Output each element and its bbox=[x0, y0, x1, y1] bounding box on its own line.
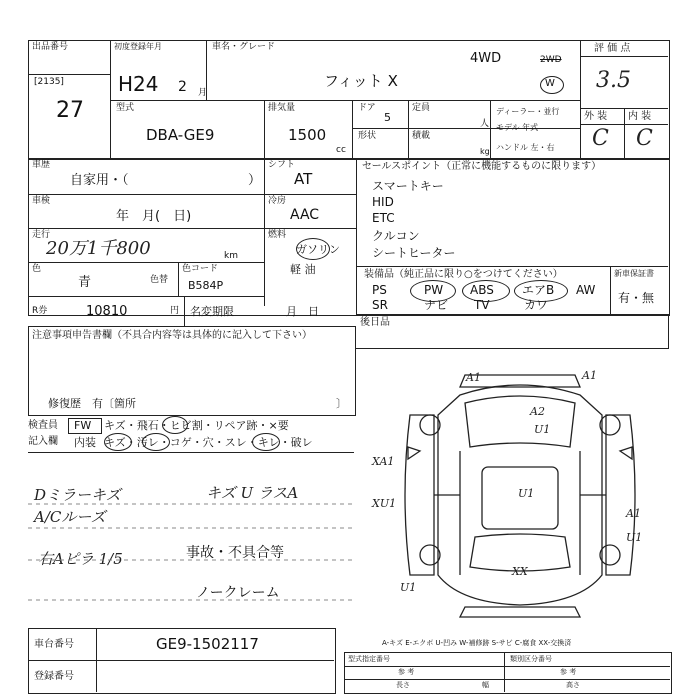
damage-legend: A-キズ E-エクボ U-凹み W-補修跡 S-サビ C-腐食 XX-交換済 bbox=[382, 639, 572, 647]
hand-note: A/Cルーズ bbox=[34, 508, 106, 526]
recycle-value: 10810 bbox=[86, 304, 128, 319]
cooler-value: AAC bbox=[290, 207, 320, 223]
lot-number: 27 bbox=[56, 98, 84, 123]
equipment-item: エアB bbox=[522, 283, 555, 297]
lot-label: 出品番号 bbox=[32, 42, 69, 52]
damage-mark: U1 bbox=[626, 531, 643, 544]
mileage-value: 20万1千800 bbox=[46, 238, 151, 259]
color-value: 青 bbox=[78, 275, 92, 290]
fuel-value2: 軽 油 bbox=[290, 263, 316, 276]
dealer-label: ディーラー・並行 bbox=[496, 107, 560, 116]
shift-value: AT bbox=[294, 170, 313, 188]
divider bbox=[28, 194, 356, 195]
divider bbox=[580, 56, 668, 57]
interior-label: 内 装 bbox=[628, 111, 652, 122]
equipment-circle-airbag bbox=[514, 280, 568, 302]
damage-mark: A1 bbox=[582, 369, 597, 382]
divider bbox=[668, 314, 669, 348]
equipment-title: 装備品（純正品に限り○をつけてください） bbox=[364, 269, 563, 280]
exterior-grade: C bbox=[592, 126, 609, 151]
displacement-label: 排気量 bbox=[268, 103, 296, 113]
sales-points-title: セールスポイント（正常に機能するものに限ります） bbox=[362, 161, 602, 172]
divider bbox=[504, 652, 505, 692]
notes-line1: キズ・飛石・ヒビ割・リペア跡・×要 bbox=[104, 419, 289, 432]
first-reg-month: 2 bbox=[178, 79, 187, 95]
divider bbox=[344, 666, 670, 667]
hand-note: キズ U ラスA bbox=[206, 484, 299, 502]
fuel-selected-circle bbox=[296, 238, 330, 260]
car-name: フィット X bbox=[324, 72, 398, 90]
recycle-unit: 円 bbox=[170, 306, 180, 316]
entry-label: 記入欄 bbox=[28, 436, 58, 447]
divider bbox=[96, 628, 97, 692]
exterior-label: 外 装 bbox=[584, 111, 608, 122]
fuel-value1: ガソリン bbox=[296, 243, 340, 256]
drive-2wd: 2WD bbox=[540, 55, 562, 65]
fuel-label: 燃料 bbox=[268, 230, 287, 240]
chassis-number: GE9-1502117 bbox=[156, 635, 259, 653]
mark-circle bbox=[252, 433, 280, 451]
rear-bumper bbox=[460, 607, 580, 617]
first-reg-year: H24 bbox=[118, 72, 159, 96]
divider bbox=[352, 128, 580, 129]
damage-mark: A2 bbox=[530, 405, 545, 418]
equipment-item: TV bbox=[474, 298, 490, 312]
divider bbox=[624, 108, 625, 158]
wheel-fr bbox=[600, 415, 620, 435]
equipment-item: PS bbox=[372, 283, 387, 297]
color-code: B584P bbox=[188, 279, 224, 292]
height-label: 高さ bbox=[566, 681, 580, 689]
divider bbox=[356, 314, 668, 315]
recycle-label: R券 bbox=[32, 306, 48, 316]
doors-label: ドア bbox=[358, 103, 376, 113]
registration-label: 登録番号 bbox=[34, 671, 74, 682]
damage-mark: A1 bbox=[626, 507, 641, 520]
divider bbox=[490, 100, 491, 158]
divider bbox=[264, 100, 265, 158]
color-code-label: 色コード bbox=[182, 264, 219, 274]
divider bbox=[28, 660, 334, 661]
load-label: 積載 bbox=[412, 131, 431, 141]
damage-mark: XU1 bbox=[372, 497, 397, 510]
divider bbox=[356, 158, 357, 314]
new-car-value: 有・無 bbox=[618, 291, 655, 305]
displacement-unit: cc bbox=[336, 145, 346, 155]
hand-note: Dミラーキズ bbox=[34, 486, 121, 504]
mark-circle bbox=[162, 416, 188, 434]
width-label: 幅 bbox=[482, 681, 489, 689]
ref-label-left: 参 考 bbox=[398, 668, 415, 676]
handle-label: ハンドル 左・右 bbox=[496, 143, 555, 152]
equipment-item: ナビ bbox=[424, 298, 449, 312]
wheel-fl bbox=[420, 415, 440, 435]
sales-point-item: HID bbox=[372, 195, 394, 209]
inspection-value: 年 月( 日) bbox=[116, 209, 192, 224]
inspector-label: 検査員 bbox=[28, 420, 58, 431]
mark-circle bbox=[104, 433, 132, 451]
interior-grade: C bbox=[636, 126, 653, 151]
name-change-value: 月 日 bbox=[286, 305, 319, 318]
equipment-item: ABS bbox=[470, 283, 494, 297]
equipment-item: PW bbox=[424, 283, 444, 297]
capacity-unit: 人 bbox=[480, 119, 490, 129]
notes-dashes bbox=[28, 460, 354, 620]
inspection-label: 車検 bbox=[32, 196, 51, 206]
notes-line2-prefix: 内装 bbox=[74, 436, 96, 449]
divider bbox=[356, 348, 669, 349]
equipment-circle-pw bbox=[410, 280, 456, 302]
divider bbox=[28, 228, 356, 229]
cooler-label: 冷房 bbox=[268, 196, 287, 206]
divider bbox=[184, 296, 185, 326]
mirror-left bbox=[408, 447, 420, 459]
score-label: 評 価 点 bbox=[594, 43, 631, 54]
divider bbox=[28, 262, 264, 263]
divider bbox=[28, 74, 110, 75]
color-label: 色 bbox=[32, 264, 42, 274]
damage-mark: XX bbox=[512, 565, 528, 578]
notes-underline bbox=[28, 452, 354, 453]
score-value: 3.5 bbox=[596, 68, 631, 93]
car-hood bbox=[465, 396, 575, 447]
load-unit: kg bbox=[480, 147, 490, 156]
mirror-right bbox=[620, 447, 632, 459]
ref-label-right: 参 考 bbox=[560, 668, 577, 676]
damage-mark: A1 bbox=[466, 371, 481, 384]
no-claim-text: ノークレーム bbox=[196, 585, 280, 601]
chassis-label: 車台番号 bbox=[34, 639, 74, 650]
drive-selected: W bbox=[545, 78, 555, 89]
shape-label: 形状 bbox=[358, 131, 377, 141]
declaration-label: 注意事項申告書欄（不具合内容等は具体的に記入して下さい） bbox=[32, 330, 312, 341]
first-reg-label: 初度登録年月 bbox=[114, 42, 162, 51]
divider bbox=[344, 679, 670, 680]
car-damage-diagram bbox=[370, 355, 670, 625]
model-value: DBA-GE9 bbox=[146, 126, 215, 144]
equipment-item: SR bbox=[372, 298, 388, 312]
history-close: ） bbox=[248, 173, 262, 188]
mileage-label: 走行 bbox=[32, 230, 51, 240]
new-car-label: 新車保証書 bbox=[614, 269, 654, 278]
repair-label: 修復歴 有〔箇所 bbox=[48, 397, 136, 410]
sales-point-item: クルコン bbox=[372, 229, 420, 243]
repair-close: 〕 bbox=[336, 397, 347, 410]
class-label: 類別区分番号 bbox=[510, 655, 552, 663]
wheel-rl bbox=[420, 545, 440, 565]
divider bbox=[264, 158, 265, 306]
lot-code: [2135] bbox=[34, 77, 64, 87]
divider bbox=[352, 100, 353, 158]
footer-right-frame bbox=[344, 652, 672, 694]
drive-4wd: 4WD bbox=[470, 51, 502, 66]
sales-point-item: スマートキー bbox=[372, 179, 444, 193]
damage-mark: XA1 bbox=[372, 455, 395, 468]
divider bbox=[28, 326, 354, 327]
mark-circle bbox=[142, 433, 170, 451]
damage-mark: U1 bbox=[518, 487, 535, 500]
wheel-rr bbox=[600, 545, 620, 565]
history-label: 車歴 bbox=[32, 160, 51, 170]
hand-note: 右Aピラ 1/5 bbox=[38, 550, 123, 568]
equipment-item: AW bbox=[576, 283, 596, 297]
divider bbox=[610, 266, 611, 314]
displacement-value: 1500 bbox=[288, 126, 327, 144]
shift-label: シフト bbox=[268, 160, 296, 170]
capacity-label: 定員 bbox=[412, 103, 431, 113]
name-change-label: 名変期限 bbox=[190, 305, 234, 318]
equipment-circle-abs bbox=[462, 280, 510, 302]
color-change-label: 色替 bbox=[150, 275, 169, 285]
mileage-unit: km bbox=[224, 251, 238, 261]
notes-line2: キズ・汚レ・コゲ・穴・スレ・キレ・破レ bbox=[104, 436, 313, 449]
equipment-item: カワ bbox=[524, 298, 549, 312]
accident-text: 事故・不具合等 bbox=[186, 545, 284, 561]
model-label: 型式 bbox=[116, 103, 135, 113]
sales-point-item: シートヒーター bbox=[372, 246, 456, 260]
divider bbox=[408, 100, 409, 158]
month-unit: 月 bbox=[198, 88, 208, 98]
divider bbox=[178, 262, 179, 296]
sales-point-item: ETC bbox=[372, 211, 395, 225]
car-side-left bbox=[405, 415, 434, 575]
damage-mark: U1 bbox=[534, 423, 551, 436]
divider bbox=[580, 40, 581, 158]
car-name-label: 車名・グレード bbox=[212, 42, 276, 52]
divider bbox=[110, 100, 580, 101]
type-label: 型式指定番号 bbox=[348, 655, 390, 663]
divider bbox=[356, 266, 668, 267]
divider bbox=[110, 40, 111, 158]
car-side-right bbox=[606, 415, 635, 575]
doors-value: 5 bbox=[384, 111, 391, 124]
length-label: 長さ bbox=[396, 681, 410, 689]
damage-mark: U1 bbox=[400, 581, 417, 594]
model-year-label: モデル 年式 bbox=[496, 123, 539, 132]
inspector-code: FW bbox=[74, 419, 92, 432]
history-value: 自家用・（ bbox=[70, 173, 129, 188]
parts-label: 後日品 bbox=[360, 317, 390, 328]
divider bbox=[28, 296, 264, 297]
